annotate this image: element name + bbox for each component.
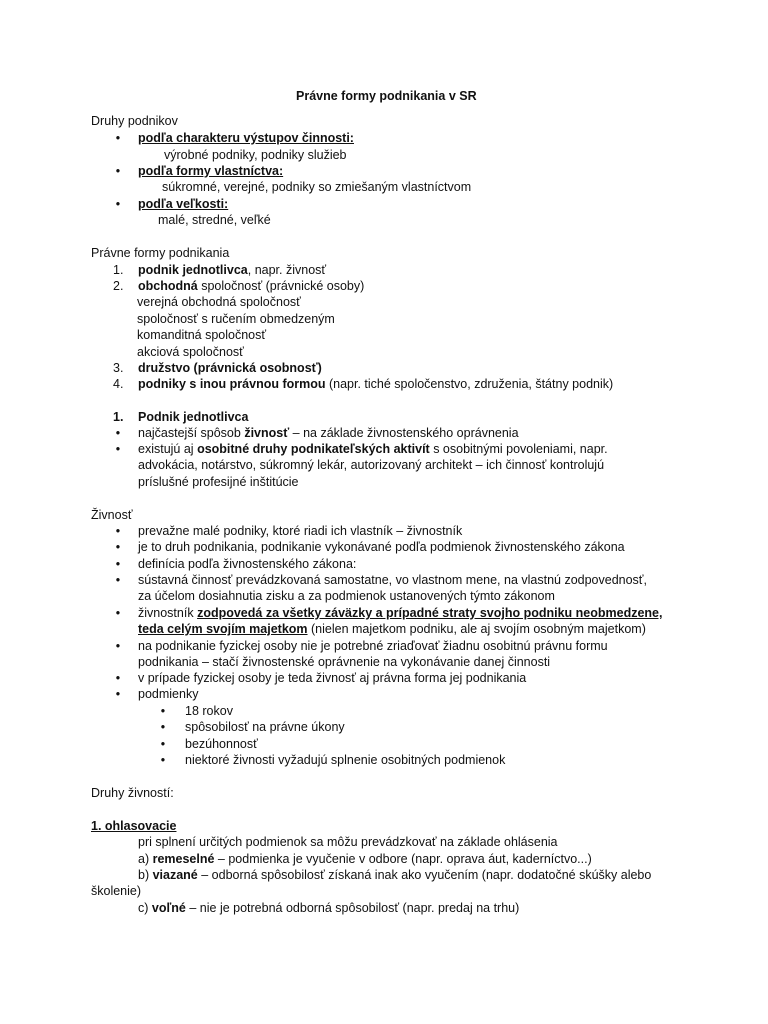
list-item: je to druh podnikania, podnikanie vykonávané podľa podmienok živnostenského zákona xyxy=(138,540,625,554)
bullet-icon: • xyxy=(160,753,166,767)
bullet-icon: • xyxy=(115,573,121,587)
list-item-detail: malé, stredné, veľké xyxy=(158,213,271,227)
paragraph: pri splnení určitých podmienok sa môžu prevádzkovať na základe ohlásenia xyxy=(138,835,558,849)
list-item: definícia podľa živnostenského zákona: xyxy=(138,557,357,571)
type-item-c: c) voľné – nie je potrebná odborná spôsobilosť (napr. predaj na trhu) xyxy=(138,901,520,915)
list-item-detail: súkromné, verejné, podniky so zmiešaným vlastníctvom xyxy=(162,180,472,194)
list-item-label: podľa formy vlastníctva: xyxy=(138,164,284,178)
bullet-icon: • xyxy=(115,671,121,685)
bullet-icon: • xyxy=(115,557,121,571)
type-item-b-continuation: školenie) xyxy=(91,884,142,898)
section-number: 1. xyxy=(113,410,124,424)
condition-item: spôsobilosť na právne úkony xyxy=(185,720,345,734)
list-item-continuation: za účelom dosiahnutia zisku a za podmienok ustanovených týmto zákonom xyxy=(138,589,555,603)
subtype-item: komanditná spoločnosť xyxy=(137,328,267,342)
section-heading-pravne-formy: Právne formy podnikania xyxy=(91,246,230,260)
condition-item: 18 rokov xyxy=(185,704,233,718)
list-item: podniky s inou právnou formou (napr. tiché spoločenstvo, združenia, štátny podnik) xyxy=(138,377,614,391)
list-item: na podnikanie fyzickej osoby nie je potrebné zriaďovať žiadnu osobitnú právnu formu xyxy=(138,639,608,653)
list-item-continuation: príslušné profesijné inštitúcie xyxy=(138,475,299,489)
condition-item: bezúhonnosť xyxy=(185,737,258,751)
list-item: v prípade fyzickej osoby je teda živnosť aj právna forma jej podnikania xyxy=(138,671,527,685)
bullet-icon: • xyxy=(160,737,166,751)
bullet-icon: • xyxy=(115,524,121,538)
subtype-item: verejná obchodná spoločnosť xyxy=(137,295,301,309)
section-heading-podnik-jednotlivca: Podnik jednotlivca xyxy=(138,410,249,424)
list-item-detail: výrobné podniky, podniky služieb xyxy=(164,148,347,162)
document-title: Právne formy podnikania v SR xyxy=(296,89,477,103)
section-heading-druhy-podnikov: Druhy podnikov xyxy=(91,114,178,128)
list-item-label: podľa charakteru výstupov činnosti: xyxy=(138,131,354,145)
list-number: 1. xyxy=(113,263,124,277)
list-item: podnik jednotlivca, napr. živnosť xyxy=(138,263,327,277)
subtype-item: akciová spoločnosť xyxy=(137,345,244,359)
list-number: 3. xyxy=(113,361,124,375)
subtype-item: spoločnosť s ručením obmedzeným xyxy=(137,312,335,326)
bullet-icon: • xyxy=(115,164,121,178)
list-item-continuation: teda celým svojím majetkom (nielen majetkom podniku, ale aj svojím osobným majetkom) xyxy=(138,622,646,636)
list-item: sústavná činnosť prevádzkovaná samostatne, vo vlastnom mene, na vlastnú zodpovednosť, xyxy=(138,573,647,587)
bullet-icon: • xyxy=(115,442,121,456)
section-heading-druhy-zivnosti: Druhy živností: xyxy=(91,786,174,800)
list-item: existujú aj osobitné druhy podnikateľských aktivít s osobitnými povoleniami, napr. xyxy=(138,442,608,456)
list-item: podmienky xyxy=(138,687,199,701)
bullet-icon: • xyxy=(160,704,166,718)
bullet-icon: • xyxy=(115,197,121,211)
bullet-icon: • xyxy=(115,606,121,620)
condition-item: niektoré živnosti vyžadujú splnenie osobitných podmienok xyxy=(185,753,506,767)
list-item: družstvo (právnická osobnosť) xyxy=(138,361,322,375)
list-item-continuation: podnikania – stačí živnostenské oprávnenie na vykonávanie danej činnosti xyxy=(138,655,551,669)
subsection-heading-ohlasovacie: 1. ohlasovacie xyxy=(91,819,177,833)
list-number: 2. xyxy=(113,279,124,293)
section-heading-zivnost: Živnosť xyxy=(91,508,133,522)
type-item-a: a) remeselné – podmienka je vyučenie v odbore (napr. oprava áut, kaderníctvo...) xyxy=(138,852,592,866)
bullet-icon: • xyxy=(115,540,121,554)
bullet-icon: • xyxy=(115,687,121,701)
list-item-continuation: advokácia, notárstvo, súkromný lekár, autorizovaný architekt – ich činnosť kontrolujú xyxy=(138,458,605,472)
type-item-b: b) viazané – odborná spôsobilosť získaná inak ako vyučením (napr. dodatočné skúšky alebo xyxy=(138,868,652,882)
bullet-icon: • xyxy=(160,720,166,734)
list-item: obchodná spoločnosť (právnické osoby) xyxy=(138,279,365,293)
bullet-icon: • xyxy=(115,131,121,145)
bullet-icon: • xyxy=(115,639,121,653)
list-item-label: podľa veľkosti: xyxy=(138,197,229,211)
bullet-icon: • xyxy=(115,426,121,440)
list-item: prevažne malé podniky, ktoré riadi ich vlastník – živnostník xyxy=(138,524,463,538)
list-number: 4. xyxy=(113,377,124,391)
list-item: živnostník zodpovedá za všetky záväzky a prípadné straty svojho podniku neobmedzene, xyxy=(138,606,663,620)
list-item: najčastejší spôsob živnosť – na základe živnostenského oprávnenia xyxy=(138,426,519,440)
